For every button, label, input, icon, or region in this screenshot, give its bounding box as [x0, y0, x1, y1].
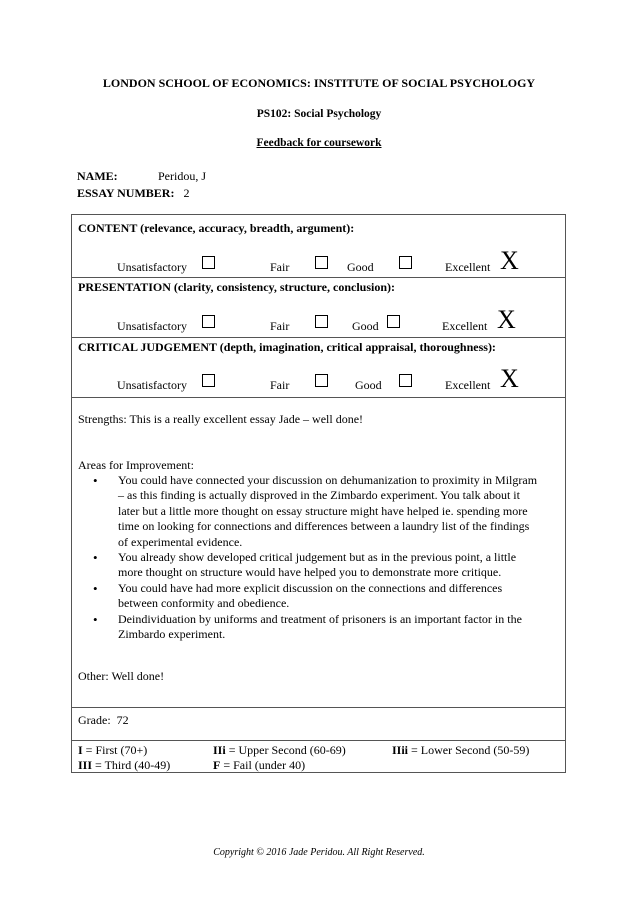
grade-label: Grade: — [78, 713, 111, 727]
presentation-unsatisfactory-checkbox[interactable] — [202, 315, 215, 328]
grade-key-upper-second: IIi = Upper Second (60-69) — [213, 743, 346, 757]
rating-label-unsatisfactory: Unsatisfactory — [117, 319, 187, 333]
form-title: Feedback for coursework — [256, 137, 382, 149]
name-value: Peridou, J — [158, 169, 206, 183]
essay-number-label: ESSAY NUMBER: — [77, 186, 175, 200]
other-comment: Other: Well done! — [78, 669, 165, 683]
divider — [72, 397, 565, 398]
rating-label-fair: Fair — [270, 319, 290, 333]
grade-key-third: III = Third (40-49) — [78, 758, 171, 772]
criterion-content-heading: CONTENT (relevance, accuracy, breadth, argument): — [78, 221, 355, 235]
content-excellent-mark: X — [500, 246, 519, 275]
divider — [72, 740, 565, 741]
grade-row — [78, 713, 129, 728]
content-fair-checkbox[interactable] — [315, 256, 328, 269]
essay-number-row — [77, 186, 189, 201]
rating-label-good: Good — [347, 260, 374, 274]
bullet-icon: • — [93, 473, 98, 488]
student-name-row — [77, 169, 206, 184]
critical-excellent-mark: X — [500, 364, 519, 393]
rating-label-excellent: Excellent — [445, 378, 491, 392]
rating-label-excellent: Excellent — [445, 260, 491, 274]
divider — [72, 707, 565, 708]
essay-number-value: 2 — [183, 186, 190, 200]
grade-key-lower-second: IIii = Lower Second (50-59) — [392, 743, 530, 757]
grade-key-fail: F = Fail (under 40) — [213, 758, 306, 772]
improvement-list — [78, 473, 558, 642]
content-unsatisfactory-checkbox[interactable] — [202, 256, 215, 269]
critical-unsatisfactory-checkbox[interactable] — [202, 374, 215, 387]
list-item: • You could have had more explicit discussion on the connections and differences between conformity and obedience. — [93, 580, 503, 611]
bullet-icon: • — [93, 611, 98, 627]
criterion-presentation-heading: PRESENTATION (clarity, consistency, structure, conclusion): — [78, 280, 395, 294]
rating-label-fair: Fair — [270, 378, 290, 392]
strengths-comment: Strengths: This is a really excellent essay Jade – well done! — [78, 412, 364, 426]
grade-value: 72 — [116, 713, 129, 727]
rating-label-good: Good — [355, 378, 382, 392]
divider — [72, 277, 565, 278]
criterion-critical-judgement-heading: CRITICAL JUDGEMENT (depth, imagination, critical appraisal, thoroughness): — [78, 340, 496, 354]
institution-title: LONDON SCHOOL OF ECONOMICS: INSTITUTE OF SOCIAL PSYCHOLOGY — [102, 76, 536, 90]
bullet-icon: • — [93, 580, 98, 596]
critical-fair-checkbox[interactable] — [315, 374, 328, 387]
presentation-good-checkbox[interactable] — [387, 315, 400, 328]
rating-label-unsatisfactory: Unsatisfactory — [117, 378, 187, 392]
critical-good-checkbox[interactable] — [399, 374, 412, 387]
list-item: • You could have connected your discussion on dehumanization to proximity in Milgram – as this finding is actually disproved in the Zimbardo experiment. You talk about it later but a little more thought on essay structure might have helped ie. spending more time on looking for connections and differences between a laundry list of the findings of experimental evidence. — [93, 473, 538, 549]
presentation-excellent-mark: X — [497, 305, 516, 334]
list-item: • Deindividuation by uniforms and treatment of prisoners is an important factor in the Zimbardo experiment. — [93, 611, 522, 642]
improvement-heading: Areas for Improvement: — [78, 458, 194, 472]
presentation-fair-checkbox[interactable] — [315, 315, 328, 328]
list-item: • You already show developed critical judgement but as in the previous point, a little more thought on structure would have helped you to demonstrate more critique. — [93, 550, 517, 580]
name-label: NAME: — [77, 169, 118, 183]
grade-key-first: I = First (70+) — [78, 743, 148, 757]
bullet-icon: • — [93, 550, 98, 566]
rating-label-unsatisfactory: Unsatisfactory — [117, 260, 187, 274]
feedback-table — [71, 214, 566, 773]
rating-label-excellent: Excellent — [442, 319, 488, 333]
course-title: PS102: Social Psychology — [256, 108, 382, 120]
rating-label-good: Good — [352, 319, 379, 333]
content-good-checkbox[interactable] — [399, 256, 412, 269]
rating-label-fair: Fair — [270, 260, 290, 274]
divider — [72, 337, 565, 338]
copyright-notice: Copyright © 2016 Jade Peridou. All Right Reserved. — [213, 847, 425, 858]
